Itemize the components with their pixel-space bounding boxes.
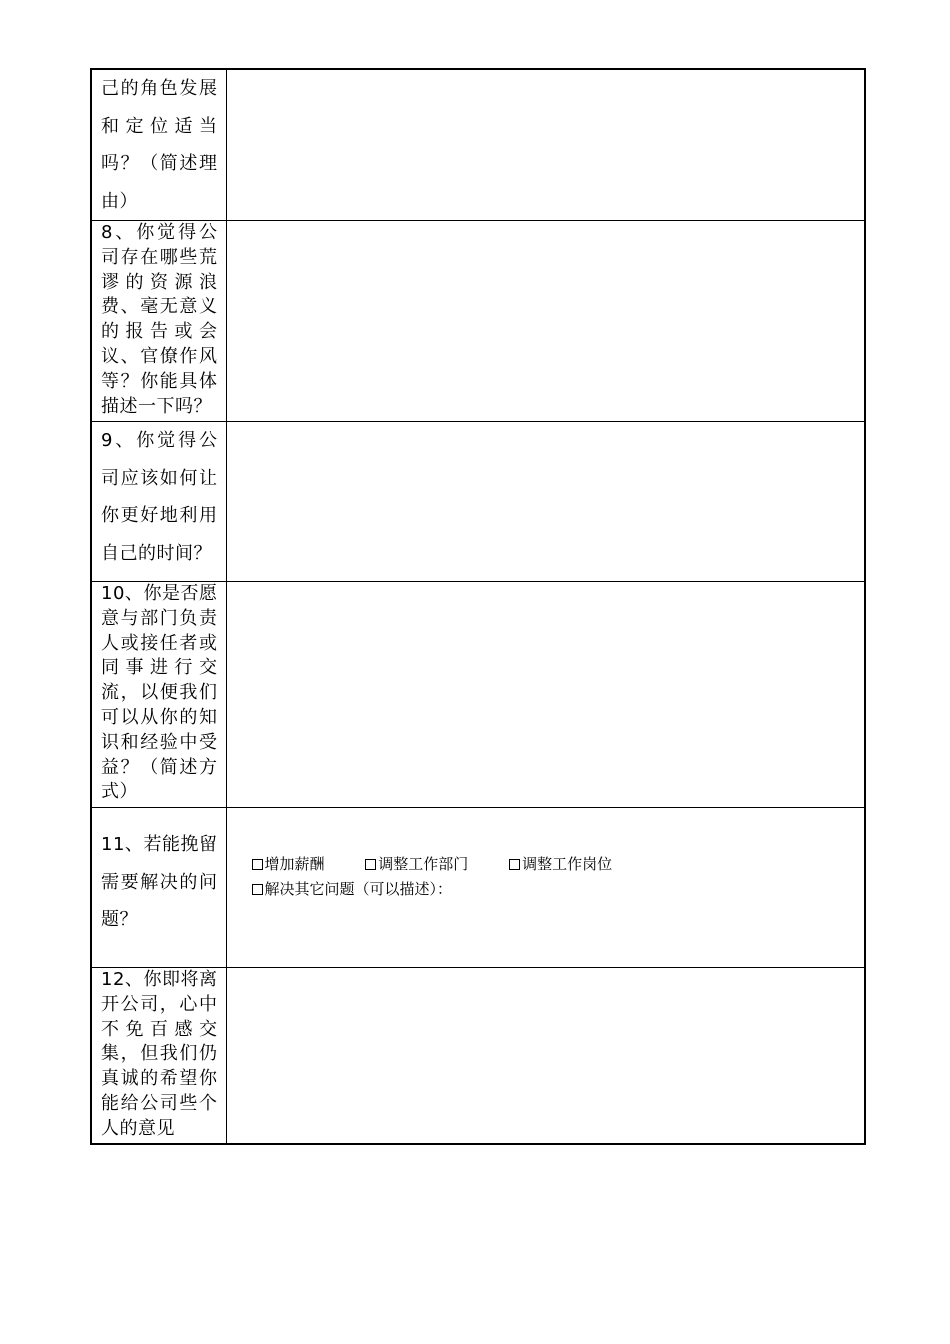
table-row [91,808,865,968]
table-row [91,968,865,1144]
checkbox-icon[interactable] [365,859,376,870]
answer-cell-9[interactable] [226,422,865,582]
table-row [91,582,865,808]
question-12: 12、你即将离开公司，心中不免百感交集，但我们仍真诚的希望你能给公司些个人的意见 [101,969,218,1139]
answer-cell-10[interactable] [226,582,865,808]
option-change-department[interactable]: 调整工作部门 [365,852,468,877]
option-change-position[interactable]: 调整工作岗位 [509,852,612,877]
question-10: 10、你是否愿意与部门负责人或接任者或同事进行交流，以便我们可以从你的知识和经验中受益？（简述方式） [101,583,218,803]
question-8: 8、你觉得公司存在哪些荒谬的资源浪费、毫无意义的报告或会议、官僚作风等？你能具体描述一下吗？ [101,222,218,417]
exit-interview-form-table [90,68,866,1145]
answer-cell-8[interactable] [226,221,865,422]
option-other-issues[interactable]: 解决其它问题（可以描述）： [252,877,453,902]
checkbox-icon[interactable] [509,859,520,870]
table-row [91,422,865,582]
table-row [91,221,865,422]
retention-options [227,808,865,902]
table-row [91,69,865,221]
question-11: 11、若能挽留需要解决的问题？ [101,834,218,930]
answer-cell-7[interactable] [226,69,865,221]
answer-cell-11 [226,808,865,968]
question-9: 9、你觉得公司应该如何让你更好地利用自己的时间？ [101,430,218,564]
question-7-continued: 己的角色发展和定位适当吗？（简述理由） [101,78,218,212]
answer-cell-12[interactable] [226,968,865,1144]
checkbox-icon[interactable] [252,859,263,870]
option-raise-salary[interactable]: 增加薪酬 [252,852,325,877]
checkbox-icon[interactable] [252,884,263,895]
